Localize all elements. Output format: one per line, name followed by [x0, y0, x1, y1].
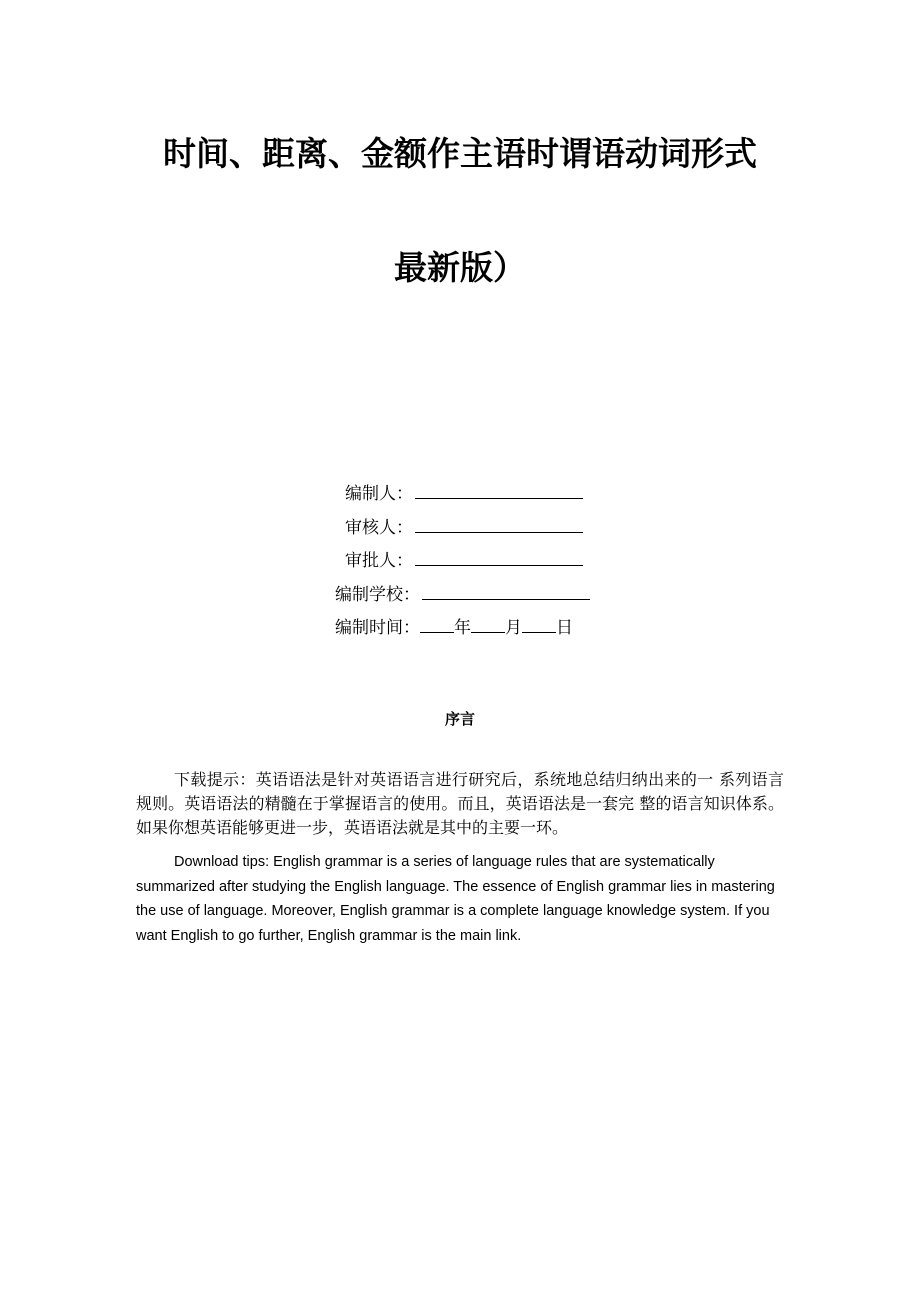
school-label: 编制学校：	[335, 585, 420, 605]
year-label: 年	[454, 618, 471, 638]
preface-paragraph-english: Download tips: English grammar is a series of language rules that are systematically summarized after studying the English language. The essence of English grammar lies in mastering the use of language. Moreover, English grammar is a complete language knowledge system. If you want English to go further, English grammar is the main link.	[136, 854, 775, 944]
time-label: 编制时间：	[335, 618, 420, 638]
reviewer-label: 审核人：	[345, 518, 413, 538]
approver-label: 审批人：	[345, 551, 413, 571]
reviewer-blank-line	[415, 515, 583, 533]
school-row	[335, 582, 590, 607]
preface-heading: 序言	[444, 710, 475, 728]
day-label: 日	[556, 618, 573, 638]
approver-blank-line	[415, 548, 583, 566]
document-title-line-1: 时间、距离、金额作主语时谓语动词形式	[163, 134, 757, 173]
school-blank-line	[422, 582, 590, 600]
compiler-row	[345, 481, 583, 506]
document-title-line-2: 最新版）	[394, 248, 526, 287]
day-blank-line	[522, 615, 556, 633]
compiler-blank-line	[415, 481, 583, 499]
compiler-label: 编制人：	[345, 484, 413, 504]
reviewer-row	[345, 515, 583, 540]
approver-row	[345, 548, 583, 573]
month-label: 月	[505, 618, 522, 638]
time-row	[335, 615, 573, 640]
preface-paragraph-chinese: 下载提示：英语语法是针对英语语言进行研究后，系统地总结归纳出来的一 系列语言规则。英语语法的精髓在于掌握语言的使用。而且，英语语法是一套完 整的语言知识体系。如果你想英语能够更进一步，英语语法就是其中的主要一环。	[136, 770, 784, 837]
year-blank-line	[420, 615, 454, 633]
month-blank-line	[471, 615, 505, 633]
